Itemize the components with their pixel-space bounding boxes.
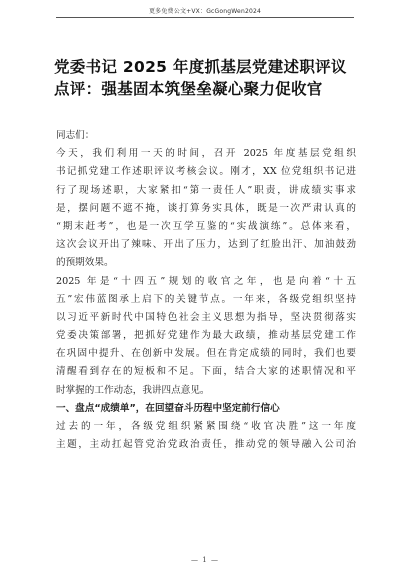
body-line: 的预期效果。	[56, 257, 114, 269]
page-number: — 1 —	[191, 556, 219, 564]
body-line: 行了现场述职，大家紧扣“第一责任人”职责，讲成绩实事求	[56, 184, 356, 196]
body-line: 清醒看到存在的短板和不足。下面，结合大家的述职情况和平	[56, 366, 356, 378]
body-line: 党委决策部署，把抓好党建作为最大政绩，推动基层党建工作	[56, 330, 356, 342]
document-title	[54, 56, 364, 100]
body-line: 在巩固中提升、在创新中发展。但在肯定成绩的同时，我们也要	[56, 348, 356, 360]
body-line: 主题，主动扛起管党治党政治责任，推动党的领导融入公司治	[56, 439, 356, 451]
body-line: 是，摆问题不遮不掩，谈打算务实具体，既是一次严肃认真的	[56, 202, 356, 214]
document-body	[56, 127, 356, 454]
header-note: 更多免费公文+VX：GcGongWen2024	[148, 8, 262, 15]
section-heading: 一、盘点“成绩单”，在回望奋斗历程中坚定前行信心	[56, 402, 280, 414]
header-divider	[56, 17, 354, 18]
body-line: “期末赶考”，也是一次互学互鉴的“实战演练”。总体来看，	[56, 220, 356, 232]
title-line-2: 点评：强基固本筑堡垒凝心聚力促收官	[54, 80, 323, 98]
body-line: 时掌握的工作动态，我讲四点意见。	[56, 384, 210, 396]
body-line: 今天，我们利用一天的时间，召开 2025 年度基层党组织	[56, 148, 356, 160]
salutation: 同志们：	[56, 130, 95, 141]
body-line: 书记抓党建工作述职评议考核会议。刚才，XX 位党组织书记进	[56, 166, 356, 178]
body-line: 这次会议开出了辣味、开出了压力，达到了红脸出汗、加油鼓劲	[56, 239, 356, 251]
title-line-1: 党委书记 2025 年度抓基层党建述职评议	[54, 58, 347, 76]
body-line: 以习近平新时代中国特色社会主义思想为指导，坚决贯彻落实	[56, 311, 356, 323]
body-line: 2025 年是“十四五”规划的收官之年，也是向着“十五	[56, 275, 356, 287]
body-line: 过去的一年，各级党组织紧紧围绕“收官决胜”这一年度	[56, 421, 356, 432]
body-line: 五”宏伟蓝图承上启下的关键节点。一年来，各级党组织坚持	[56, 293, 356, 305]
